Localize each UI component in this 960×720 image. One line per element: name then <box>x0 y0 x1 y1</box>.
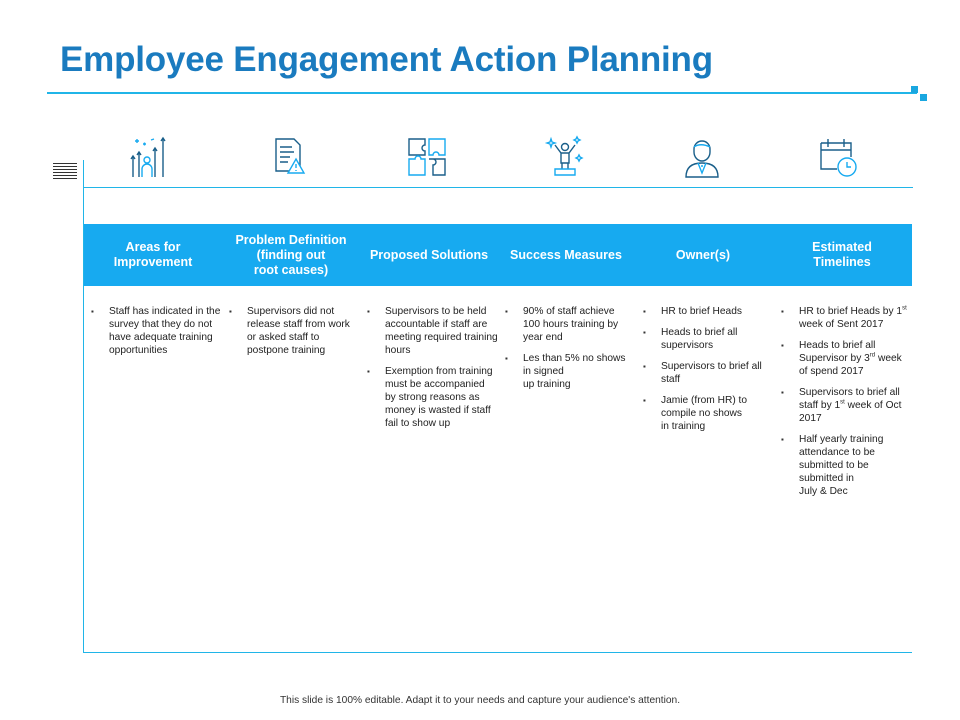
list-item: ▪ Jamie (from HR) to compile no shows in training <box>643 394 771 433</box>
list-item: ▪ HR to brief Heads by 1st week of Sent 2017 <box>781 305 911 331</box>
column-timelines <box>781 305 911 506</box>
column-header-owners: Owner(s) <box>675 247 731 262</box>
column-problem <box>229 305 360 365</box>
list-item: ▪ HR to brief Heads <box>643 305 771 318</box>
businessman-icon <box>680 135 724 179</box>
decor-square <box>911 86 918 93</box>
puzzle-icon <box>405 135 449 179</box>
list-item: ▪ Half yearly training attendance to be submitted to be submitted in July & Dec <box>781 433 911 498</box>
lines-icon <box>53 163 77 181</box>
column-success <box>505 305 633 399</box>
column-header-solutions: Proposed Solutions <box>369 247 489 262</box>
column-header-success: Success Measures <box>510 247 622 262</box>
document-warning-icon <box>268 135 312 179</box>
list-item: ▪ Heads to brief all supervisors <box>643 326 771 352</box>
icon-row-divider <box>83 187 913 188</box>
list-item: ▪ Supervisors to brief all staff by 1st week of Oct 2017 <box>781 386 911 425</box>
decor-square <box>920 94 927 101</box>
list-item: ▪ Supervisors to be held accountable if staff are meeting required training hours <box>367 305 498 357</box>
list-item: ▪ Supervisors did not release staff from work or asked staff to postpone training <box>229 305 360 357</box>
list-item: ▪ Exemption from training must be accompanied by strong reasons as money is wasted if staff fail to show up <box>367 365 498 430</box>
growth-chart-icon <box>127 135 171 179</box>
list-item: ▪ Les than 5% no shows in signed up training <box>505 352 633 391</box>
column-header-areas: Areas for Improvement <box>113 240 193 269</box>
title-underline <box>47 92 917 94</box>
column-areas <box>91 305 222 365</box>
achievement-icon <box>543 135 587 179</box>
frame-bottom-line <box>83 652 912 653</box>
list-item: ▪ 90% of staff achieve 100 hours training by year end <box>505 305 633 344</box>
list-item: ▪ Staff has indicated in the survey that they do not have adequate training opportunities <box>91 305 222 357</box>
list-item: ▪ Supervisors to brief all staff <box>643 360 771 386</box>
column-solutions <box>367 305 498 438</box>
calendar-clock-icon <box>817 135 861 179</box>
page-title: Employee Engagement Action Planning <box>60 40 713 79</box>
list-item: ▪ Heads to brief all Supervisor by 3rd week of spend 2017 <box>781 339 911 378</box>
column-header-timelines: Estimated Timelines <box>812 240 872 269</box>
column-owners <box>643 305 771 441</box>
column-header-problem: Problem Definition (finding out root causes) <box>235 232 347 277</box>
footer-note: This slide is 100% editable. Adapt it to your needs and capture your audience's attention. <box>279 695 681 706</box>
